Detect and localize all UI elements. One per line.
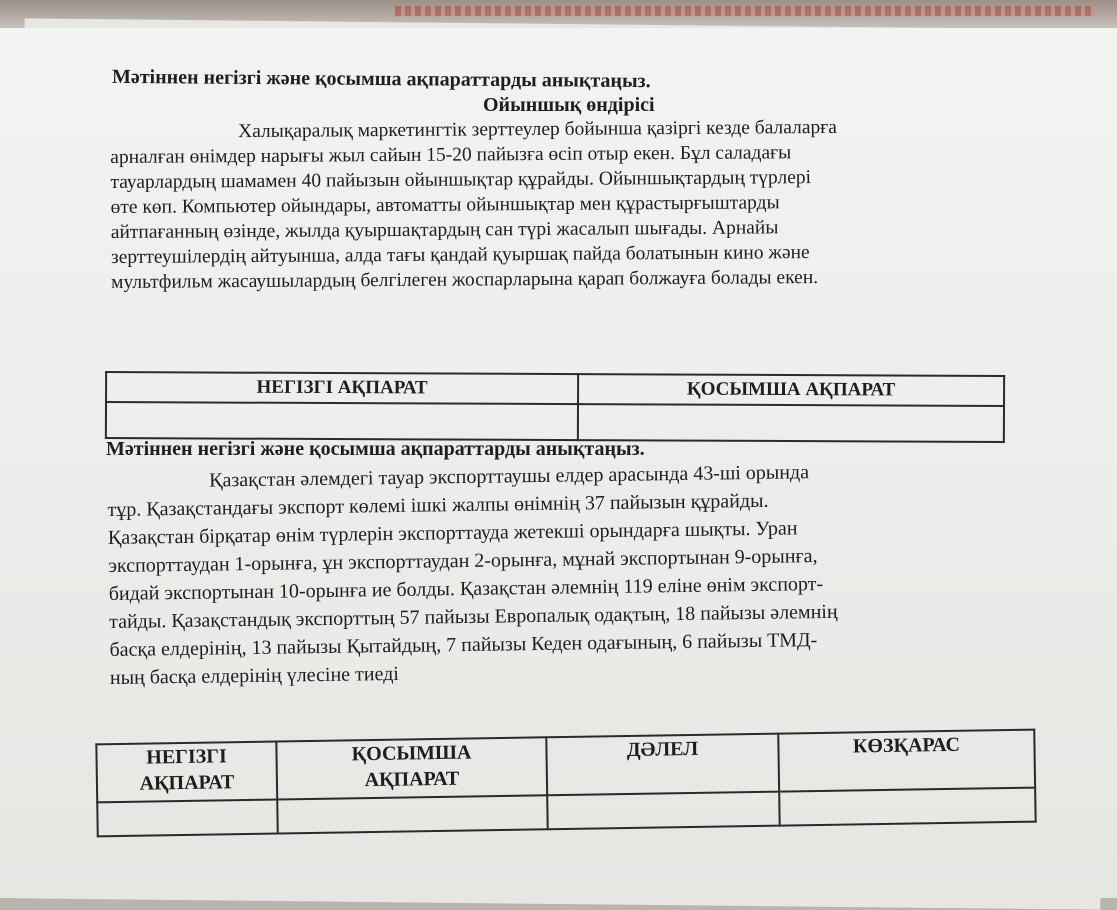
paragraph-line: айтпағанның өзінде, жылда қуыршақтардың сан түрі жасалып шығады. Арнайы bbox=[110, 217, 779, 243]
header-additional-info: ҚОСЫМША АҚПАРАТ bbox=[578, 374, 1004, 406]
paragraph-line: зерттеушілердің айтуынша, алда тағы қандай қуыршақ пайда болатынын кино және bbox=[110, 242, 810, 268]
paragraph-line: Қазақстан бірқатар өнім түрлерін экспорттауда жетекші орындарға шықты. Уран bbox=[107, 517, 798, 549]
answer-cell-opinion[interactable] bbox=[779, 788, 1036, 826]
binder-edge bbox=[395, 6, 1095, 16]
task2-answer-table bbox=[95, 729, 1036, 838]
paragraph-line: экспорттаудан 1-орынға, ұн экспорттаудан 2-орынға, мұнай экспортынан 9-орынға, bbox=[108, 545, 818, 577]
task1-answer-table bbox=[105, 371, 1005, 443]
answer-cell-additional[interactable] bbox=[578, 404, 1004, 442]
answer-cell-additional[interactable] bbox=[277, 795, 548, 833]
header-opinion: КӨЗҚАРАС bbox=[778, 730, 1035, 792]
paragraph-line: Қазақстан әлемдегі тауар экспорттаушы елдер арасында 43-ші орында bbox=[209, 461, 810, 492]
paragraph-line: Халықаралық маркетингтік зерттеулер бойынша қазіргі кезде балаларға bbox=[238, 116, 837, 143]
answer-cell-main[interactable] bbox=[97, 800, 278, 837]
paragraph-line: ның басқа елдерінің үлесіне тиеді bbox=[109, 662, 400, 689]
paragraph-line: тауарлардың шамамен 40 пайызын ойыншықтар құрайды. Ойыншықтардың түрлері bbox=[110, 167, 812, 193]
worksheet-page bbox=[0, 28, 1117, 898]
paragraph-line: басқа елдерінің, 13 пайызы Қытайдың, 7 пайызы Кеден одағының, 6 пайызы ТМД- bbox=[109, 629, 818, 661]
header-main-info: НЕГІЗГІ АҚПАРАТ bbox=[96, 742, 277, 803]
header-additional-info: ҚОСЫМША АҚПАРАТ bbox=[276, 737, 547, 799]
paragraph-line: арналған өнімдер нарығы жыл сайын 15-20 пайызға өсіп отыр екен. Бұл саладағы bbox=[110, 142, 792, 168]
paragraph-line: тайды. Қазақстандық экспорттың 57 пайызы Европалық одақтың, 18 пайызы әлемнің bbox=[108, 600, 838, 633]
task1-heading: Мәтіннен негізгі және қосымша ақпараттарды анықтаңыз. bbox=[111, 65, 651, 93]
answer-cell-main[interactable] bbox=[106, 402, 578, 440]
paragraph-line: бидай экспортынан 10-орынға ие болды. Қазақстан әлемнің 119 еліне өнім экспорт- bbox=[108, 573, 824, 605]
paragraph-line: мультфильм жасаушылардың белгілеген жоспарларына қарап болжауға болады екен. bbox=[111, 267, 819, 293]
task2-heading: Мәтіннен негізгі және қосымша ақпараттарды анықтаңыз. bbox=[106, 438, 645, 460]
header-evidence: ДӘЛЕЛ bbox=[546, 734, 779, 796]
task2-paragraph bbox=[107, 458, 839, 692]
answer-cell-evidence[interactable] bbox=[547, 792, 780, 830]
paragraph-line: тұр. Қазақстандағы экспорт көлемі ішкі жалпы өнімнің 37 пайызын құрайды. bbox=[107, 489, 769, 521]
header-main-info: НЕГІЗГІ АҚПАРАТ bbox=[106, 372, 578, 404]
paragraph-line: өте көп. Компьютер ойындары, автоматты ойыншықтар мен құрастырғыштарды bbox=[110, 192, 780, 218]
task1-title: Ойыншық өндірісі bbox=[483, 94, 655, 116]
task1-paragraph bbox=[110, 114, 1036, 295]
